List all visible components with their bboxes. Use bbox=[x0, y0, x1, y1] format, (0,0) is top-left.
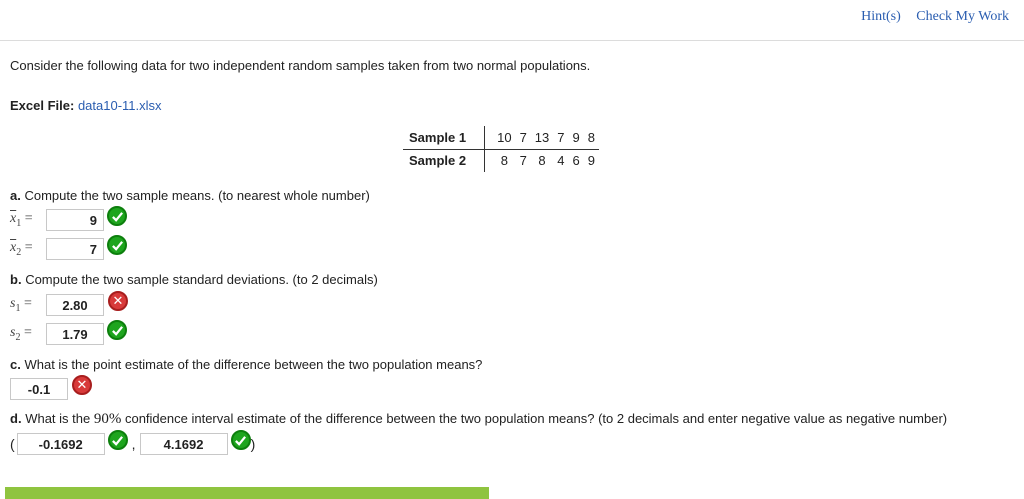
table-cell: 8 bbox=[500, 153, 508, 169]
check-my-work-link[interactable]: Check My Work bbox=[916, 9, 1009, 24]
point-estimate-row bbox=[10, 376, 92, 402]
excel-file-link[interactable]: data10-11.xlsx bbox=[77, 98, 162, 113]
table-cell: 7 bbox=[553, 126, 568, 149]
x2-bar-symbol: $\overline{x}_2$ = bbox=[10, 240, 33, 258]
part-d-text-before: What is the bbox=[25, 411, 91, 426]
correct-check-icon bbox=[107, 235, 127, 255]
interval-lower-input[interactable]: -0.1692 bbox=[17, 433, 105, 455]
table-cell: 10 bbox=[485, 126, 516, 149]
close-paren: ) bbox=[250, 436, 256, 452]
interval-row bbox=[10, 431, 255, 457]
table-cell: 13 bbox=[531, 126, 553, 149]
excel-file-line bbox=[10, 98, 162, 113]
header-divider bbox=[0, 40, 1024, 41]
part-d-text-after: confidence interval estimate of the difference between the two population means? (to 2 decimals and enter negative value as negative number) bbox=[124, 411, 948, 426]
x1-row bbox=[10, 207, 127, 233]
header-links bbox=[849, 9, 1009, 25]
table-cell: 8 bbox=[584, 126, 599, 149]
s1-answer-input[interactable]: 2.80 bbox=[46, 294, 104, 316]
excel-file-label: Excel File: bbox=[10, 98, 75, 113]
table-cell: 7 bbox=[519, 153, 527, 169]
feedback-bar[interactable] bbox=[5, 487, 489, 499]
correct-check-icon bbox=[107, 206, 127, 226]
part-c-question bbox=[10, 357, 482, 372]
samples-table bbox=[403, 126, 599, 172]
correct-check-icon bbox=[231, 430, 251, 450]
part-a-question bbox=[10, 188, 370, 203]
correct-check-icon bbox=[108, 430, 128, 450]
point-estimate-input[interactable]: -0.1 bbox=[10, 378, 68, 400]
table-cell: 7 bbox=[516, 126, 531, 149]
part-c-letter: c. bbox=[10, 357, 21, 372]
s1-row bbox=[10, 292, 128, 318]
table-cell: 9 bbox=[587, 153, 595, 169]
table-cell: 4 bbox=[557, 153, 565, 169]
table-cell: 9 bbox=[569, 126, 584, 149]
comma-separator: , bbox=[131, 436, 136, 452]
sample1-label: Sample 1 bbox=[403, 126, 485, 149]
part-b-text: Compute the two sample standard deviations. (to 2 decimals) bbox=[25, 272, 378, 287]
x2-row bbox=[10, 236, 127, 262]
problem-intro: Consider the following data for two independent random samples taken from two normal populations. bbox=[10, 58, 591, 73]
interval-upper-input[interactable]: 4.1692 bbox=[140, 433, 228, 455]
correct-check-icon bbox=[107, 320, 127, 340]
part-d-question bbox=[10, 411, 947, 428]
s1-symbol: $s_1$ = bbox=[10, 296, 32, 314]
part-b-question bbox=[10, 272, 378, 287]
sample2-row bbox=[403, 149, 599, 172]
part-d-letter: d. bbox=[10, 411, 22, 426]
part-a-text: Compute the two sample means. (to nearest whole number) bbox=[24, 188, 370, 203]
table-cell: 8 bbox=[538, 153, 546, 169]
confidence-level: 90% bbox=[93, 411, 122, 427]
table-cell: 6 bbox=[572, 153, 580, 169]
part-c-text: What is the point estimate of the difference between the two population means? bbox=[24, 357, 483, 372]
part-a-letter: a. bbox=[10, 188, 21, 203]
part-b-letter: b. bbox=[10, 272, 22, 287]
s2-row bbox=[10, 321, 127, 347]
x2-answer-input[interactable]: 7 bbox=[46, 238, 104, 260]
sample2-label: Sample 2 bbox=[403, 149, 485, 172]
x1-answer-input[interactable]: 9 bbox=[46, 209, 104, 231]
s2-answer-input[interactable]: 1.79 bbox=[46, 323, 104, 345]
x1-bar-symbol: $\overline{x}_1$ = bbox=[10, 211, 33, 229]
sample1-row bbox=[403, 126, 599, 149]
s2-symbol: $s_2$ = bbox=[10, 325, 32, 343]
hints-link[interactable]: Hint(s) bbox=[861, 9, 901, 24]
incorrect-x-icon: ✕ bbox=[108, 291, 128, 311]
open-paren: ( bbox=[10, 436, 15, 452]
incorrect-x-icon: ✕ bbox=[72, 375, 92, 395]
